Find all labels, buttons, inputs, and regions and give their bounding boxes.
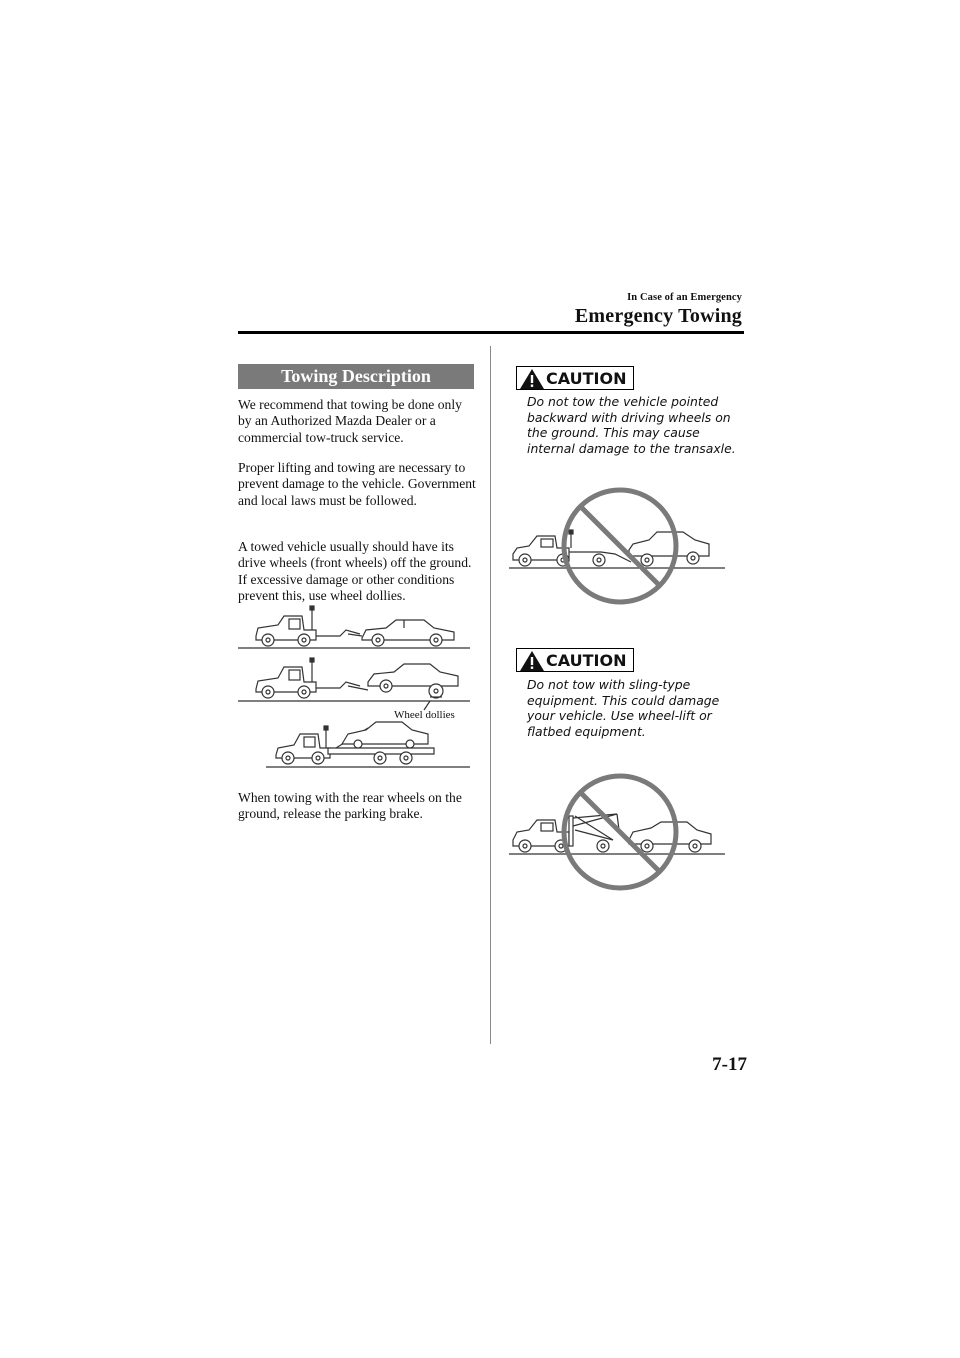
warning-icon [519, 650, 545, 672]
prohibited-backward-tow-illustration [505, 486, 729, 606]
paragraph-parking-brake: When towing with the rear wheels on the ground, release the parking brake. [238, 790, 462, 822]
wheel-dollies-label: Wheel dollies [394, 709, 455, 721]
paragraph-lifting: Proper lifting and towing are necessary to prevent damage to the vehicle. Government and local laws must be followed. [238, 460, 476, 508]
caution-text-2: Do not tow with sling-type equipment. This could damage your vehicle. Use wheel-lift or flatbed equipment. [527, 677, 720, 739]
towing-methods-illustration [238, 600, 472, 780]
column-divider [490, 346, 491, 1044]
section-banner: Towing Description [238, 364, 474, 389]
caution-badge-2 [516, 648, 634, 672]
caution-badge-1 [516, 366, 634, 390]
prohibited-sling-tow-illustration [505, 770, 729, 896]
header-rule [238, 331, 744, 334]
caution-label: CAUTION [546, 651, 627, 670]
page-number: 7-17 [712, 1054, 747, 1075]
caution-label: CAUTION [546, 369, 627, 388]
warning-icon [519, 368, 545, 390]
paragraph-recommend: We recommend that towing be done only by an Authorized Mazda Dealer or a commercial tow-truck service. [238, 397, 462, 445]
caution-text-1: Do not tow the vehicle pointed backward with driving wheels on the ground. This may cause internal damage to the transaxle. [527, 394, 736, 456]
section-header: In Case of an Emergency [627, 292, 742, 303]
page-title: Emergency Towing [574, 305, 742, 327]
paragraph-drive-wheels: A towed vehicle usually should have its drive wheels (front wheels) off the ground. If excessive damage or other conditions prevent this, use wheel dollies. [238, 539, 472, 604]
